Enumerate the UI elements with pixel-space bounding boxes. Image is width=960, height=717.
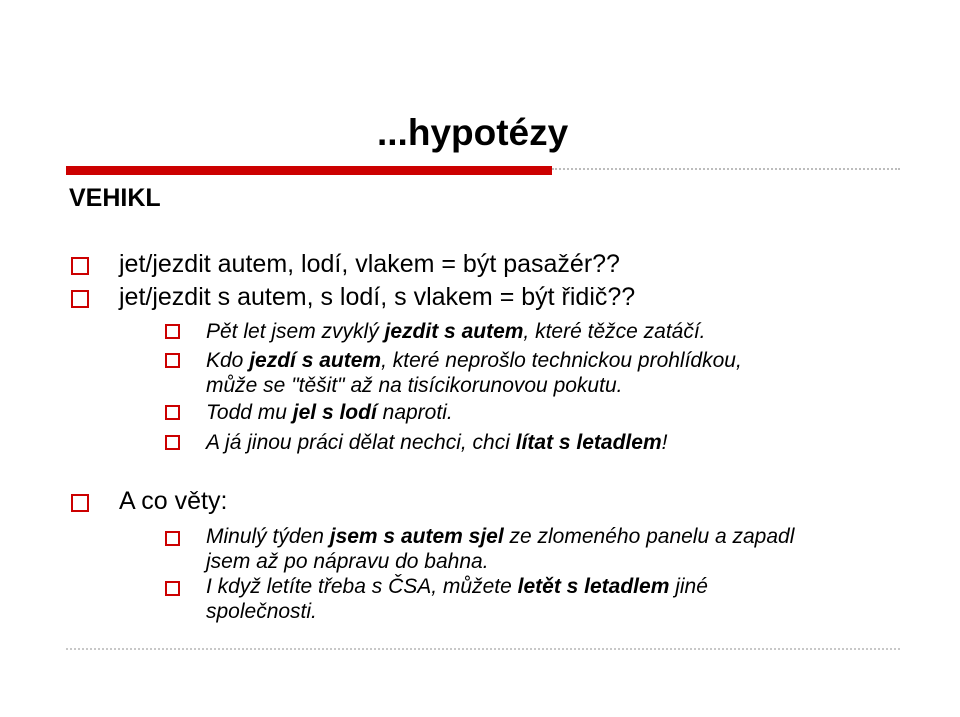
slide-title: ...hypotézy [377, 112, 569, 153]
bullet-text-3: A co věty: [119, 487, 228, 515]
sub-bullet-text: Pět let jsem zvyklý jezdit s autem, které těžce zatáčí. [206, 320, 706, 343]
bullet-square-icon [71, 257, 89, 275]
bullet-square-icon [71, 494, 89, 512]
sub-bullet-square-icon [165, 581, 180, 596]
sub-bullet-square-icon [165, 324, 180, 339]
title-underline-bar [66, 166, 552, 175]
bullet-text-2: jet/jezdit s autem, s lodí, s vlakem = být řidič?? [119, 283, 636, 311]
bullet-text-1: jet/jezdit autem, lodí, vlakem = být pasažér?? [119, 250, 620, 278]
sub-bullet-square-icon [165, 435, 180, 450]
sub-bullet-text: Todd mu jel s lodí naproti. [206, 401, 453, 424]
sub-bullet-square-icon [165, 405, 180, 420]
bullet-square-icon [71, 290, 89, 308]
sub-bullet-text: I když letíte třeba s ČSA, můžete letět s letadlem jiné společnosti. [206, 575, 708, 623]
section-label: VEHIKL [69, 184, 161, 212]
sub-bullet-text: Kdo jezdí s autem, které neprošlo technickou prohlídkou, může se "těšit" až na tisícikorunovou pokutu. [206, 349, 742, 397]
sub-bullet-text: Minulý týden jsem s autem sjel ze zlomeného panelu a zapadl jsem až po nápravu do bahna. [206, 525, 795, 573]
sub-bullet-square-icon [165, 353, 180, 368]
title-dotted-divider [552, 168, 900, 170]
footer-dotted-divider [66, 648, 900, 650]
sub-bullet-text: A já jinou práci dělat nechci, chci lítat s letadlem! [206, 431, 668, 454]
sub-bullet-square-icon [165, 531, 180, 546]
